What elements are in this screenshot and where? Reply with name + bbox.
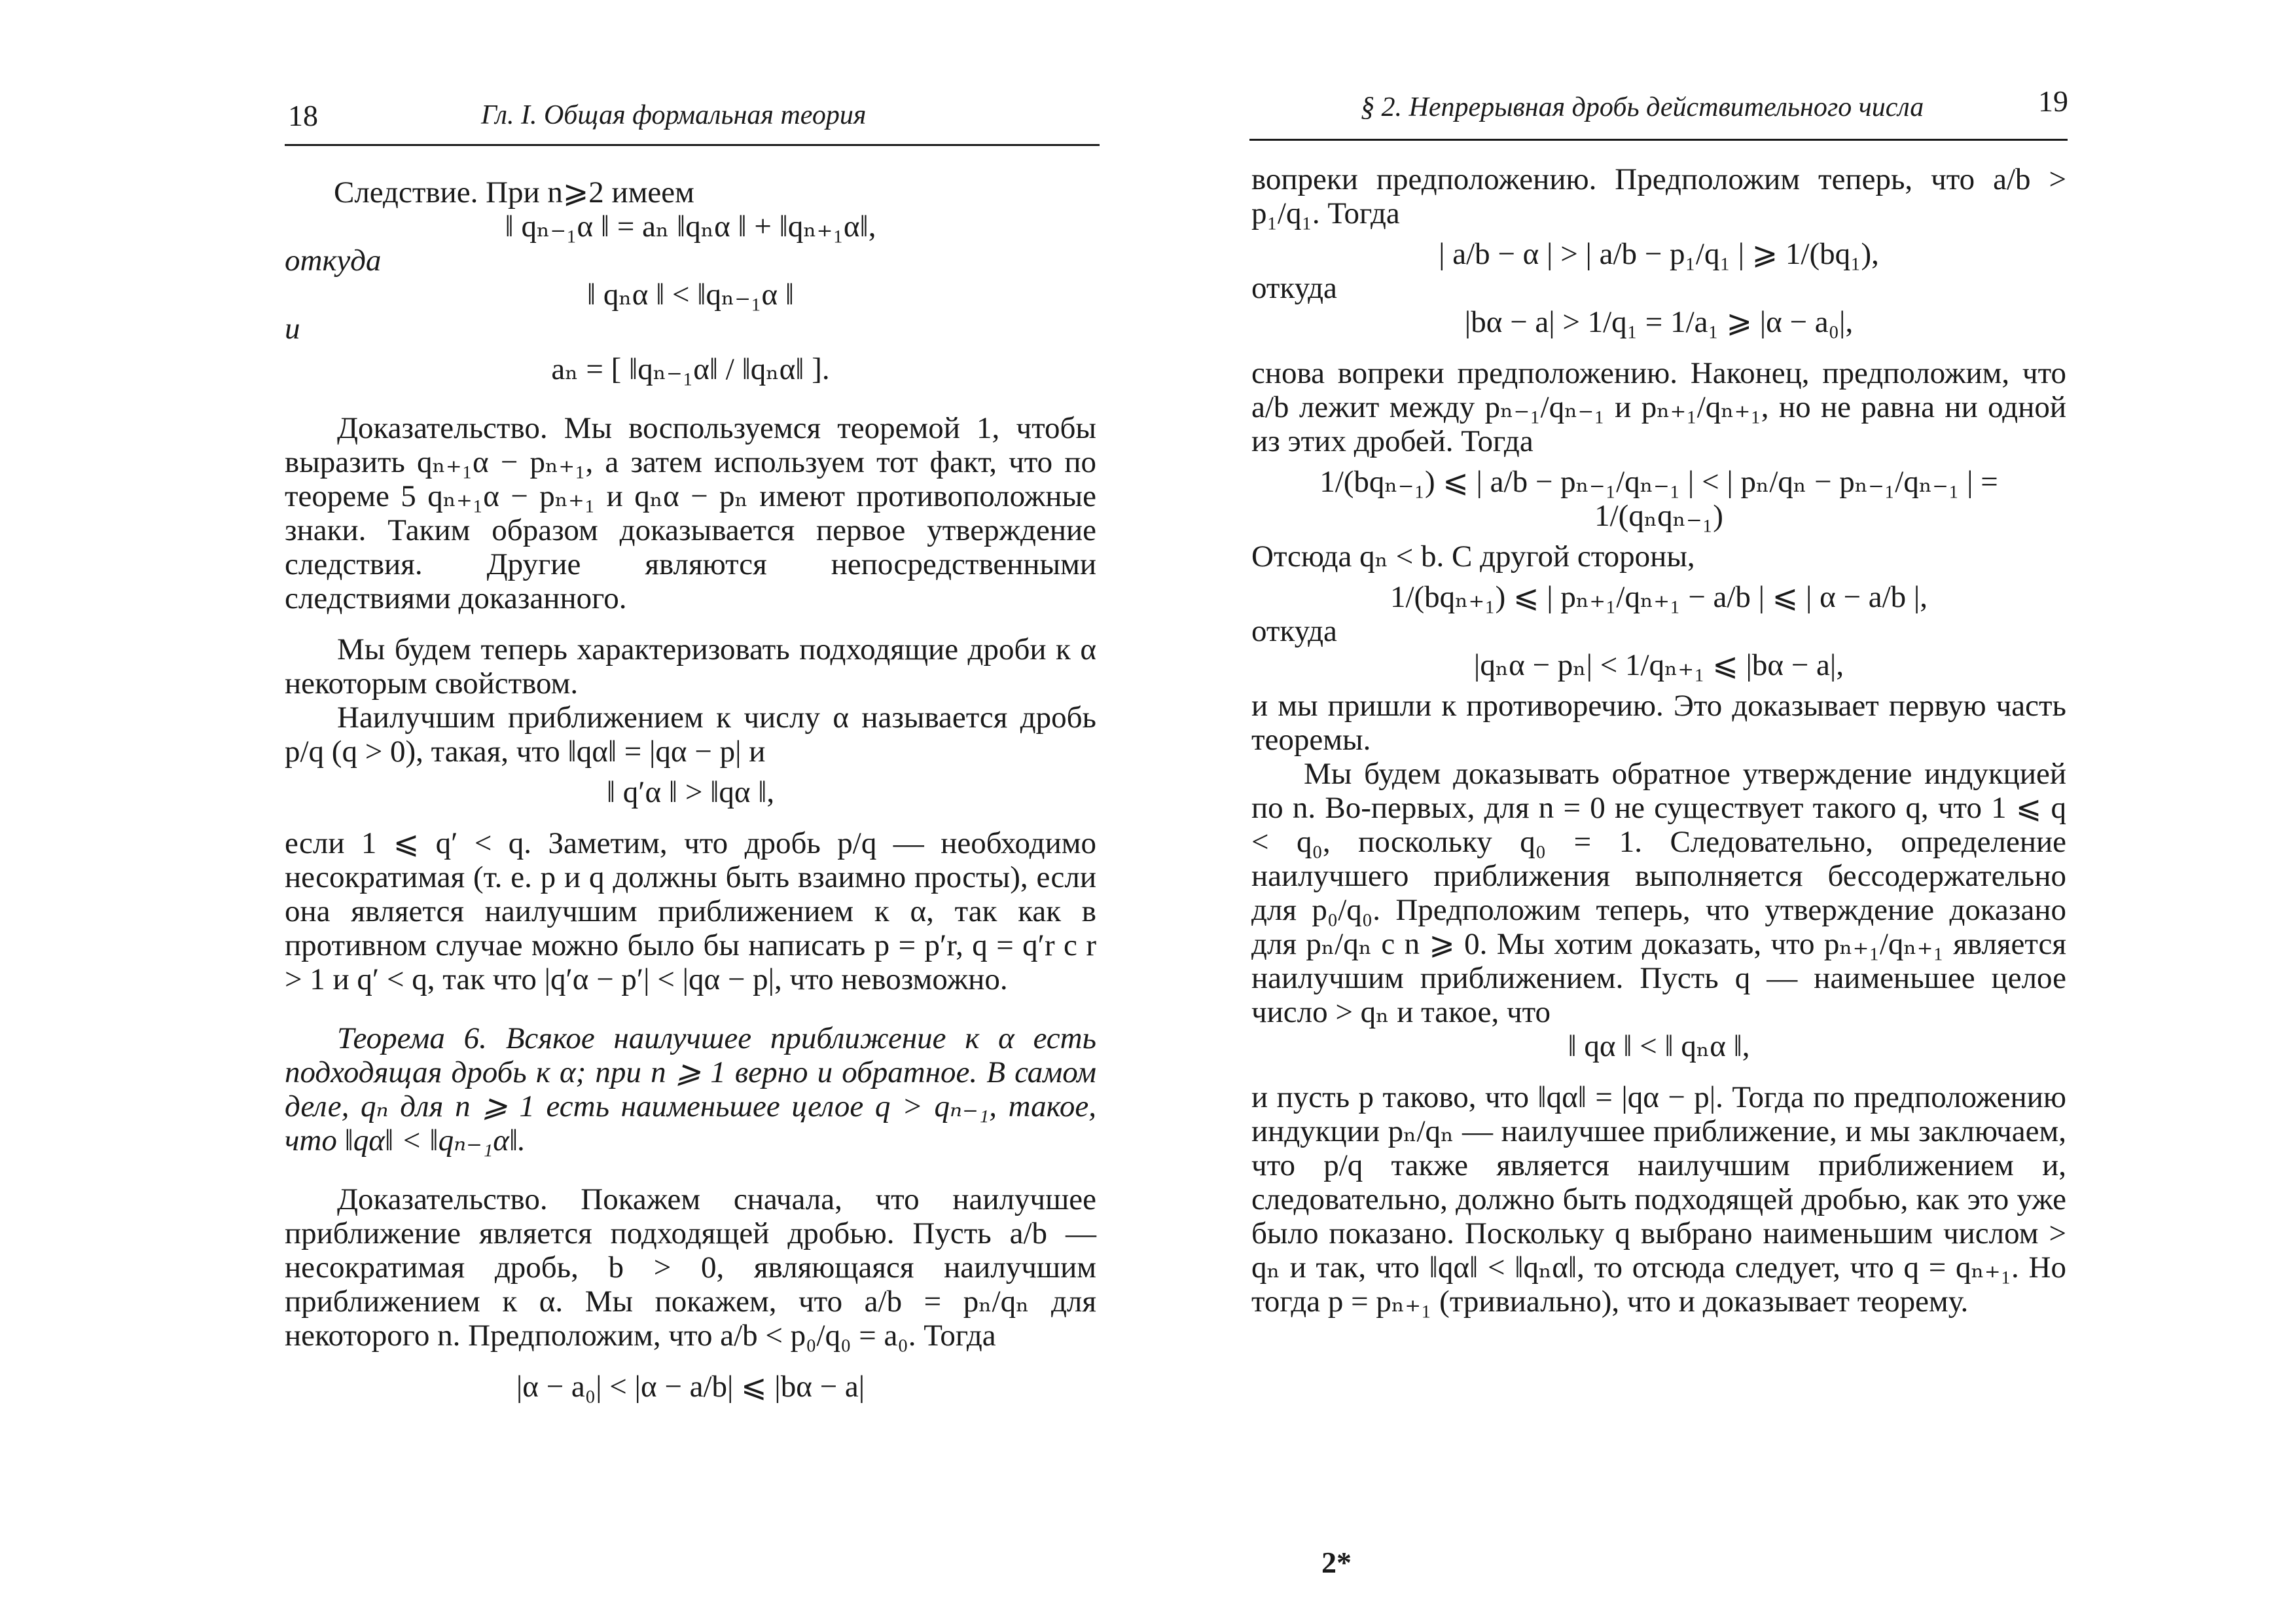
- best-approx-definition: Наилучшим приближением к числу α называется дробь p/q (q > 0), такая, что ‖qα‖ = |qα − p| и: [285, 701, 1096, 769]
- finally-paragraph: снова вопреки предположению. Наконец, предположим, что a/b лежит между pₙ₋₁/qₙ₋₁ и pₙ₊₁/qₙ₊₁, но не равна ни одной из этих дробей. Тогда: [1251, 356, 2066, 458]
- contrary-paragraph: вопреки предположению. Предположим теперь, что a/b > p₁/q₁. Тогда: [1251, 162, 2066, 230]
- word-otkuda-1: откуда: [285, 244, 382, 278]
- theorem-6: Теорема 6. Всякое наилучшее приближение к α есть подходящая дробь к α; при n ⩾ 1 верно и обратное. В самом деле, qₙ для n ⩾ 1 есть наименьшее целое q > qₙ₋₁, такое, что ‖qα‖ < ‖qₙ₋₁α‖.: [285, 1021, 1096, 1158]
- formula-b-alpha-minus-a: |bα − a| > 1/q₁ = 1/a₁ ⩾ |α − a₀|,: [1464, 305, 1854, 339]
- formula-a-n-floor: aₙ = [ ‖qₙ₋₁α‖ / ‖qₙα‖ ].: [551, 352, 830, 386]
- formula-alpha-a0: |α − a₀| < |α − a/b| ⩽ |bα − a|: [516, 1370, 865, 1404]
- proof-corollary-paragraph: Доказательство. Мы воспользуемся теоремой 1, чтобы выразить qₙ₊₁α − pₙ₊₁, а затем используем тот факт, что по теореме 5 qₙ₊₁α − pₙ₊₁ и qₙα − pₙ имеют противоположные знаки. Таким образом доказывается первое утверждение следствия. Другие являются непосредственными следствиями доказанного.: [285, 411, 1096, 615]
- word-i: и: [285, 312, 300, 346]
- characterize-paragraph: Мы будем теперь характеризовать подходящие дроби к α некоторым свойством.: [285, 632, 1096, 701]
- formula-qn-alpha-minus-pn: |qₙα − pₙ| < 1/qₙ₊₁ ⩽ |bα − a|,: [1473, 648, 1844, 682]
- irreducible-paragraph: если 1 ⩽ q′ < q. Заметим, что дробь p/q — необходимо несократимая (т. е. p и q должны быть взаимно просты), если она является наилучшим приближением к α, так как в противном случае можно было бы написать p = p′r, q = q′r с r > 1 и q′ < q, так что |q′α − p′| < |qα − p|, что невозможно.: [285, 826, 1096, 996]
- left-text-column: [285, 175, 1096, 1404]
- left-running-head: Гл. I. Общая формальная теория: [481, 100, 867, 130]
- conclusion-paragraph: и пусть p таково, что ‖qα‖ = |qα − p|. Тогда по предположению индукции pₙ/qₙ — наилучшее приближение, и мы заключаем, что p/q также является наилучшим приближением и, следовательно, должно быть подходящей дробью, как это уже было показано. Поскольку q выбрано наименьшим числом > qₙ и так, что ‖qα‖ < ‖qₙα‖, то отсюда следует, что q = qₙ₊₁. Но тогда p = pₙ₊₁ (тривиально), что и доказывает теорему.: [1251, 1080, 2066, 1319]
- right-header-rule: [1249, 139, 2068, 141]
- word-otkuda-3: откуда: [1251, 614, 1337, 648]
- formula-bq-n-plus-1: 1/(bqₙ₊₁) ⩽ | pₙ₊₁/qₙ₊₁ − a/b | ⩽ | α − a/b |,: [1390, 580, 1928, 614]
- right-page: [1148, 0, 2296, 1623]
- formula-a-b-minus-alpha: | a/b − α | > | a/b − p₁/q₁ | ⩾ 1/(bq₁),: [1439, 237, 1879, 271]
- signature-mark: 2*: [1321, 1546, 1352, 1579]
- formula-q-prime-norm: ‖ q′α ‖ > ‖qα ‖,: [606, 775, 775, 809]
- right-running-head: § 2. Непрерывная дробь действительного числа: [1361, 92, 1924, 122]
- formula-between-fractions: 1/(bqₙ₋₁) ⩽ | a/b − pₙ₋₁/qₙ₋₁ | < | pₙ/qₙ − pₙ₋₁/qₙ₋₁ | = 1/(qₙqₙ₋₁): [1319, 465, 1998, 533]
- proof-theorem-6-start: Доказательство. Покажем сначала, что наилучшее приближение является подходящей дробью. Пусть a/b — несократимая дробь, b > 0, являющаяся наилучшим приближением к α. Мы покажем, что a/b = pₙ/qₙ для некоторого n. Предположим, что a/b < p₀/q₀ = a₀. Тогда: [285, 1182, 1096, 1353]
- left-page-number: 18: [288, 99, 318, 132]
- right-page-number: 19: [2038, 84, 2068, 118]
- corollary-heading: Следствие. При n⩾2 имеем: [334, 175, 694, 210]
- formula-q-alpha-norm: ‖ qα ‖ < ‖ qₙα ‖,: [1568, 1029, 1750, 1063]
- word-otkuda-2: откуда: [1251, 271, 1337, 305]
- induction-paragraph: Мы будем доказывать обратное утверждение индукцией по n. Во-первых, для n = 0 не существует такого q, что 1 ⩽ q < q₀, поскольку q₀ = 1. Следовательно, определение наилучшего приближения выполняется бессодержательно для p₀/q₀. Предположим теперь, что утверждение доказано для pₙ/qₙ с n ⩾ 0. Мы хотим доказать, что pₙ₊₁/qₙ₊₁ является наилучшим приближением. Пусть q — наименьшее целое число > qₙ и такое, что: [1251, 757, 2066, 1029]
- hence-q-n-less-b: Отсюда qₙ < b. С другой стороны,: [1251, 539, 1695, 574]
- left-header-rule: [285, 144, 1100, 146]
- formula-norm-inequality: ‖ qₙα ‖ < ‖qₙ₋₁α ‖: [586, 278, 795, 312]
- contradiction-paragraph: и мы пришли к противоречию. Это доказывает первую часть теоремы.: [1251, 689, 2066, 757]
- right-text-column: [1251, 162, 2066, 1319]
- formula-norm-recurrence: ‖ qₙ₋₁α ‖ = aₙ ‖qₙα ‖ + ‖qₙ₊₁α‖,: [505, 210, 876, 244]
